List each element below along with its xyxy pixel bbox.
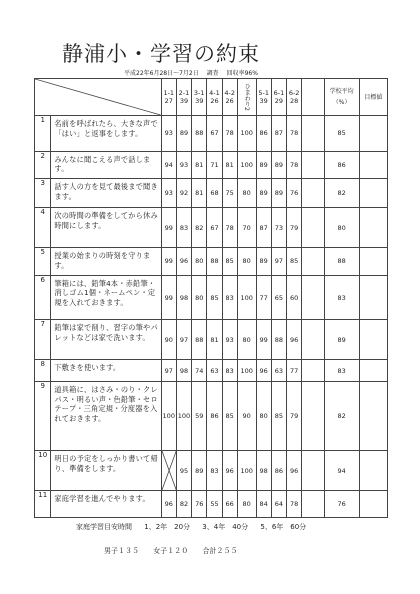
value-cell: 78	[287, 491, 302, 518]
value-cell: 89	[256, 151, 271, 179]
value-cell: 88	[207, 248, 222, 276]
row-number: 6	[35, 275, 51, 319]
value-cell: 78	[287, 116, 302, 152]
value-cell: 87	[271, 116, 286, 152]
row-number: 7	[35, 320, 51, 360]
table-row	[35, 320, 388, 360]
blank-cell	[302, 491, 324, 518]
table-row	[35, 360, 388, 382]
value-cell: 80	[237, 179, 256, 208]
value-cell: 77	[287, 360, 302, 382]
value-cell: 77	[256, 275, 271, 319]
class-count: 28	[287, 97, 302, 116]
class-count: 39	[176, 97, 191, 116]
value-cell: 89	[271, 151, 286, 179]
survey-info	[124, 68, 264, 77]
value-cell: 95	[176, 451, 191, 491]
value-cell: 65	[271, 275, 286, 319]
blank-cell	[302, 320, 324, 360]
value-cell: 82	[176, 491, 191, 518]
value-cell: 80	[237, 320, 256, 360]
rule-text: 話す人の方を見て最後まで聞きます。	[51, 179, 161, 208]
value-cell: 79	[287, 208, 302, 248]
blank-cell	[302, 179, 324, 208]
value-cell: 81	[222, 151, 237, 179]
class-header: 3-1	[192, 79, 207, 98]
table-row	[35, 116, 388, 152]
value-cell: 97	[176, 320, 191, 360]
value-cell: 99	[161, 208, 176, 248]
value-cell: 96	[176, 248, 191, 276]
guide-grade-3-4: 3、4年 40分	[202, 523, 249, 531]
value-cell: 59	[192, 382, 207, 451]
value-cell: 60	[287, 275, 302, 319]
value-cell: 85	[222, 248, 237, 276]
goal-cell	[359, 451, 387, 491]
total-count: 合計２５５	[202, 547, 238, 555]
school-average-cell: 76	[324, 491, 359, 518]
value-cell: 80	[192, 275, 207, 319]
value-cell: 99	[256, 320, 271, 360]
value-cell: 100	[237, 451, 256, 491]
value-cell: 84	[256, 491, 271, 518]
value-cell: 86	[207, 382, 222, 451]
table-row	[35, 248, 388, 276]
goal-cell	[359, 320, 387, 360]
school-average-header: 学校平均（%）	[324, 79, 359, 116]
blank-cell	[302, 208, 324, 248]
row-number: 1	[35, 116, 51, 152]
girls-count: 女子１２０	[153, 547, 189, 555]
value-cell: 96	[161, 491, 176, 518]
value-cell: 99	[161, 248, 176, 276]
rule-text: 筆箱には、鉛筆4本・赤鉛筆・消しゴム1個・ネームペン・定規を入れておきます。	[51, 275, 161, 319]
class-header: 6-2	[287, 79, 302, 98]
study-time-guide	[76, 522, 316, 532]
value-cell: 81	[192, 179, 207, 208]
school-average-cell: 83	[324, 360, 359, 382]
value-cell: 92	[176, 179, 191, 208]
value-cell: 88	[192, 116, 207, 152]
value-cell: 80	[256, 382, 271, 451]
value-cell: 85	[207, 275, 222, 319]
value-cell: 90	[161, 320, 176, 360]
goal-cell	[359, 179, 387, 208]
row-number: 2	[35, 151, 51, 179]
value-cell: 96	[287, 451, 302, 491]
table-row	[35, 208, 388, 248]
blank-cell	[302, 451, 324, 491]
class-header: 5-1	[256, 79, 271, 98]
value-cell: 76	[287, 179, 302, 208]
row-number: 5	[35, 248, 51, 276]
value-cell: 96	[256, 360, 271, 382]
value-cell: 66	[222, 491, 237, 518]
goal-cell	[359, 382, 387, 451]
school-average-cell: 86	[324, 151, 359, 179]
value-cell: 74	[192, 360, 207, 382]
school-average-cell: 82	[324, 382, 359, 451]
value-cell: 80	[237, 491, 256, 518]
value-cell: 89	[271, 179, 286, 208]
value-cell: 83	[222, 275, 237, 319]
guide-grade-5-6: 5、6年 60分	[260, 523, 307, 531]
guide-grade-1-2: 1、2年 20分	[144, 523, 191, 531]
value-cell: 63	[271, 360, 286, 382]
value-cell: 75	[222, 179, 237, 208]
value-cell: 78	[222, 208, 237, 248]
value-cell: 88	[271, 320, 286, 360]
value-cell: 97	[161, 360, 176, 382]
class-header: 4-2	[222, 79, 237, 98]
value-cell: 85	[222, 382, 237, 451]
goal-cell	[359, 275, 387, 319]
guide-label: 家庭学習目安時間	[76, 523, 132, 531]
value-cell: 73	[271, 208, 286, 248]
value-cell: 76	[192, 491, 207, 518]
goal-cell	[359, 208, 387, 248]
goal-header: 目標値	[359, 79, 387, 116]
goal-cell	[359, 491, 387, 518]
survey-table	[34, 78, 388, 518]
value-cell-empty	[161, 451, 176, 491]
value-cell: 100	[237, 151, 256, 179]
value-cell: 89	[192, 451, 207, 491]
value-cell: 70	[237, 208, 256, 248]
value-cell: 93	[222, 320, 237, 360]
school-average-cell: 94	[324, 451, 359, 491]
class-count: 39	[192, 97, 207, 116]
himawari-label: ひまわり2	[243, 83, 251, 111]
table-row	[35, 491, 388, 518]
value-cell: 81	[192, 151, 207, 179]
value-cell: 93	[161, 116, 176, 152]
value-cell: 71	[207, 151, 222, 179]
blank-cell	[302, 248, 324, 276]
table-row	[35, 179, 388, 208]
goal-cell	[359, 116, 387, 152]
blank-cell	[302, 151, 324, 179]
rule-text: 授業の始まりの時刻を守ります。	[51, 248, 161, 276]
row-number: 8	[35, 360, 51, 382]
table-row	[35, 451, 388, 491]
row-number: 11	[35, 491, 51, 518]
table-row	[35, 275, 388, 319]
class-count: 29	[271, 97, 286, 116]
value-cell: 86	[256, 116, 271, 152]
goal-cell	[359, 248, 387, 276]
rule-text: みんなに聞こえる声で話します。	[51, 151, 161, 179]
value-cell: 89	[256, 179, 271, 208]
value-cell: 96	[287, 320, 302, 360]
value-cell: 67	[207, 116, 222, 152]
value-cell: 80	[237, 248, 256, 276]
goal-cell	[359, 151, 387, 179]
value-cell: 100	[176, 382, 191, 451]
value-cell: 85	[271, 382, 286, 451]
rule-text: 明日の予定をしっかり書いて帰り、準備をします。	[51, 451, 161, 491]
row-number: 10	[35, 451, 51, 491]
value-cell: 94	[161, 151, 176, 179]
value-cell: 79	[287, 382, 302, 451]
value-cell: 87	[256, 208, 271, 248]
class-count: 27	[161, 97, 176, 116]
survey-period: 平成22年6月28日～7月2日	[124, 70, 199, 77]
school-average-cell: 80	[324, 208, 359, 248]
class-header: 2-1	[176, 79, 191, 98]
class-header: 6-1	[271, 79, 286, 98]
blank-cell	[302, 382, 324, 451]
value-cell: 64	[271, 491, 286, 518]
value-cell: 98	[176, 275, 191, 319]
value-cell: 100	[237, 360, 256, 382]
value-cell: 96	[222, 451, 237, 491]
value-cell: 100	[237, 275, 256, 319]
table-row	[35, 151, 388, 179]
value-cell: 83	[207, 451, 222, 491]
table-row	[35, 382, 388, 451]
survey-label: 調査	[206, 70, 219, 77]
rule-text: 鉛筆は家で削り、習字の筆やパレットなどは家で洗います。	[51, 320, 161, 360]
rule-text: 名前を呼ばれたら、大きな声で「はい」と返事をします。	[51, 116, 161, 152]
rule-text: 家庭学習を進んでやります。	[51, 491, 161, 518]
rule-text: 道具箱に、はさみ・のり・クレパス・明るい声・色鉛筆・セロテープ・三角定規・分度器を入れておきます。	[51, 382, 161, 451]
value-cell: 63	[207, 360, 222, 382]
value-cell: 86	[271, 451, 286, 491]
class-count: 39	[256, 97, 271, 116]
school-average-cell: 85	[324, 116, 359, 152]
blank-cell	[302, 116, 324, 152]
value-cell: 100	[161, 382, 176, 451]
rule-text: 次の時間の準備をしてから休み時間にします。	[51, 208, 161, 248]
value-cell: 83	[222, 360, 237, 382]
page-title: 静浦小・学習の約束	[62, 42, 260, 66]
row-number: 9	[35, 382, 51, 451]
value-cell: 89	[176, 116, 191, 152]
school-average-cell: 89	[324, 320, 359, 360]
blank-cell	[302, 360, 324, 382]
header-row-classes	[35, 79, 388, 98]
class-header: 4-1	[207, 79, 222, 98]
value-cell: 78	[222, 116, 237, 152]
value-cell: 89	[256, 248, 271, 276]
value-cell: 100	[237, 116, 256, 152]
value-cell: 97	[271, 248, 286, 276]
value-cell: 93	[161, 179, 176, 208]
value-cell: 98	[176, 360, 191, 382]
value-cell: 67	[207, 208, 222, 248]
class-count: 26	[207, 97, 222, 116]
value-cell: 78	[287, 151, 302, 179]
value-cell: 85	[287, 248, 302, 276]
survey-rows	[35, 116, 388, 518]
class-header: 1-1	[161, 79, 176, 98]
blank-cell	[302, 275, 324, 319]
corner-cell	[35, 79, 162, 116]
value-cell: 81	[207, 320, 222, 360]
boys-count: 男子１３５	[104, 547, 139, 555]
recovery-rate: 回収率96%	[226, 70, 258, 77]
value-cell: 88	[192, 320, 207, 360]
value-cell: 55	[207, 491, 222, 518]
row-number: 3	[35, 179, 51, 208]
school-average-cell: 88	[324, 248, 359, 276]
value-cell: 93	[176, 151, 191, 179]
rule-text: 下敷きを使います。	[51, 360, 161, 382]
row-number: 4	[35, 208, 51, 248]
class-header-himawari	[237, 79, 256, 116]
value-cell: 90	[237, 382, 256, 451]
value-cell: 99	[161, 275, 176, 319]
goal-cell	[359, 360, 387, 382]
school-average-cell: 83	[324, 275, 359, 319]
value-cell: 68	[207, 179, 222, 208]
class-count: 26	[222, 97, 237, 116]
value-cell: 80	[192, 248, 207, 276]
value-cell: 83	[176, 208, 191, 248]
student-counts	[104, 546, 249, 556]
value-cell: 82	[192, 208, 207, 248]
value-cell: 98	[256, 451, 271, 491]
blank-header	[302, 79, 324, 116]
school-average-cell: 82	[324, 179, 359, 208]
